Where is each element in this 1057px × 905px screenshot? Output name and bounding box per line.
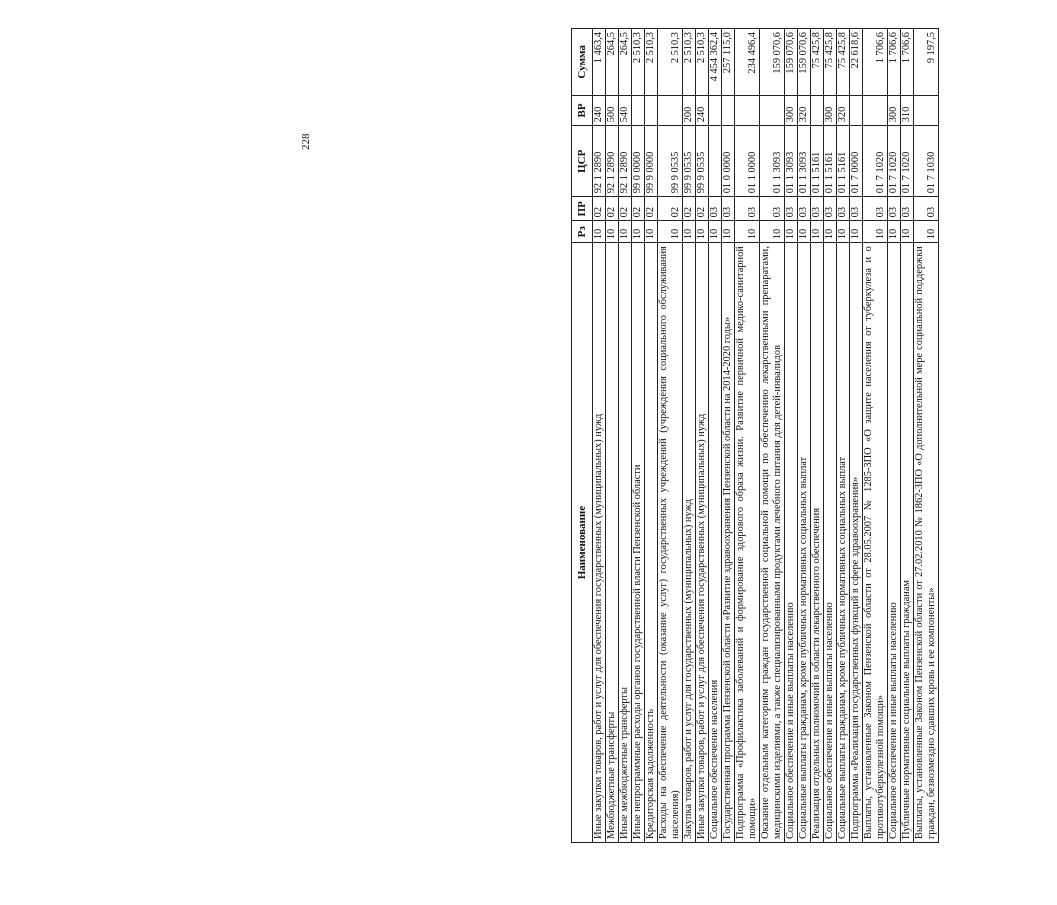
row-csr-cell: 99 9 0535 bbox=[658, 126, 683, 197]
row-vr-cell bbox=[760, 95, 785, 126]
table-row bbox=[735, 29, 760, 843]
row-rz-cell: 10 bbox=[658, 221, 683, 243]
row-sum-cell: 75 425,8 bbox=[811, 29, 824, 96]
table-row bbox=[837, 29, 850, 843]
row-name-cell: Социальные выплаты гражданам, кроме публичных нормативных социальных выплат bbox=[837, 243, 850, 843]
row-csr-cell: 01 7 1020 bbox=[888, 126, 901, 197]
row-csr-cell bbox=[709, 126, 722, 197]
row-csr-cell: 01 7 1020 bbox=[901, 126, 914, 197]
row-name-cell: Подпрограмма «Профилактика заболеваний и формирование здорового образа жизни. Развитие первичной медико-санитарной помощи» bbox=[735, 243, 760, 843]
row-rz-cell: 10 bbox=[683, 221, 696, 243]
row-pr-cell: 03 bbox=[785, 197, 798, 221]
rotated-page-content bbox=[571, 28, 1057, 843]
table-header-row bbox=[572, 29, 593, 843]
header-rz: Рз bbox=[572, 221, 593, 243]
table-row bbox=[888, 29, 901, 843]
table-row bbox=[619, 29, 632, 843]
row-csr-cell: 01 7 0000 bbox=[850, 126, 863, 197]
row-rz-cell: 10 bbox=[850, 221, 863, 243]
table-row bbox=[606, 29, 619, 843]
row-rz-cell: 10 bbox=[785, 221, 798, 243]
row-csr-cell: 92 1 2890 bbox=[619, 126, 632, 197]
row-vr-cell: 320 bbox=[798, 95, 811, 126]
row-vr-cell: 300 bbox=[824, 95, 837, 126]
row-pr-cell: 03 bbox=[798, 197, 811, 221]
row-vr-cell: 300 bbox=[785, 95, 798, 126]
row-sum-cell: 2 510,3 bbox=[696, 29, 709, 96]
row-vr-cell: 310 bbox=[901, 95, 914, 126]
row-name-cell: Социальное обеспечение и иные выплаты населению bbox=[888, 243, 901, 843]
row-rz-cell: 10 bbox=[619, 221, 632, 243]
row-rz-cell: 10 bbox=[837, 221, 850, 243]
row-name-cell: Социальное обеспечение населения bbox=[709, 243, 722, 843]
row-rz-cell: 10 bbox=[645, 221, 658, 243]
row-csr-cell: 99 9 0535 bbox=[696, 126, 709, 197]
row-rz-cell: 10 bbox=[735, 221, 760, 243]
row-name-cell: Социальное обеспечение и иные выплаты населению bbox=[785, 243, 798, 843]
row-vr-cell bbox=[645, 95, 658, 126]
table-row bbox=[683, 29, 696, 843]
row-sum-cell: 264,5 bbox=[619, 29, 632, 96]
row-pr-cell: 02 bbox=[658, 197, 683, 221]
row-name-cell: Выплаты, установленные Законом Пензенской области от 28.05.2007 № 1285-ЗПО «О защите населения от туберкулеза и о противотуберкулезной помощи» bbox=[863, 243, 888, 843]
header-sum: Сумма bbox=[572, 29, 593, 96]
row-vr-cell: 540 bbox=[619, 95, 632, 126]
row-rz-cell: 10 bbox=[914, 221, 939, 243]
row-name-cell: Кредиторская задолженность bbox=[645, 243, 658, 843]
row-csr-cell: 92 1 2890 bbox=[606, 126, 619, 197]
row-vr-cell: 200 bbox=[683, 95, 696, 126]
row-sum-cell: 22 618,6 bbox=[850, 29, 863, 96]
header-vr: ВР bbox=[572, 95, 593, 126]
row-vr-cell bbox=[863, 95, 888, 126]
page-number: 228 bbox=[300, 133, 312, 150]
row-sum-cell: 9 197,5 bbox=[914, 29, 939, 96]
row-vr-cell: 300 bbox=[888, 95, 901, 126]
row-sum-cell: 1 706,6 bbox=[901, 29, 914, 96]
row-rz-cell: 10 bbox=[632, 221, 645, 243]
row-vr-cell: 320 bbox=[837, 95, 850, 126]
table-row bbox=[658, 29, 683, 843]
row-sum-cell: 1 706,6 bbox=[863, 29, 888, 96]
table-body bbox=[593, 29, 939, 843]
row-pr-cell: 02 bbox=[606, 197, 619, 221]
row-vr-cell bbox=[658, 95, 683, 126]
row-name-cell: Социальное обеспечение и иные выплаты населению bbox=[824, 243, 837, 843]
row-pr-cell: 02 bbox=[593, 197, 606, 221]
row-pr-cell: 03 bbox=[837, 197, 850, 221]
table-row bbox=[785, 29, 798, 843]
row-rz-cell: 10 bbox=[824, 221, 837, 243]
row-csr-cell: 01 1 3093 bbox=[760, 126, 785, 197]
row-pr-cell: 03 bbox=[863, 197, 888, 221]
row-sum-cell: 1 706,6 bbox=[888, 29, 901, 96]
row-name-cell: Закупка товаров, работ и услуг для государственных (муниципальных) нужд bbox=[683, 243, 696, 843]
row-sum-cell: 234 496,4 bbox=[735, 29, 760, 96]
row-sum-cell: 159 070,6 bbox=[760, 29, 785, 96]
row-rz-cell: 10 bbox=[901, 221, 914, 243]
row-vr-cell: 240 bbox=[696, 95, 709, 126]
row-sum-cell: 75 425,8 bbox=[837, 29, 850, 96]
row-name-cell: Иные закупки товаров, работ и услуг для обеспечения государственных (муниципальных) нужд bbox=[696, 243, 709, 843]
row-sum-cell: 1 463,4 bbox=[593, 29, 606, 96]
header-csr: ЦСР bbox=[572, 126, 593, 197]
table-row bbox=[593, 29, 606, 843]
table-row bbox=[914, 29, 939, 843]
row-rz-cell: 10 bbox=[696, 221, 709, 243]
budget-table bbox=[571, 28, 939, 843]
row-vr-cell bbox=[811, 95, 824, 126]
row-pr-cell: 03 bbox=[901, 197, 914, 221]
table-row bbox=[863, 29, 888, 843]
row-csr-cell: 92 1 2890 bbox=[593, 126, 606, 197]
row-rz-cell: 10 bbox=[722, 221, 735, 243]
row-sum-cell: 2 510,3 bbox=[658, 29, 683, 96]
row-pr-cell: 02 bbox=[645, 197, 658, 221]
row-sum-cell: 257 115,0 bbox=[722, 29, 735, 96]
row-pr-cell: 03 bbox=[888, 197, 901, 221]
table-row bbox=[811, 29, 824, 843]
row-rz-cell: 10 bbox=[760, 221, 785, 243]
row-sum-cell: 4 454 362,4 bbox=[709, 29, 722, 96]
table-row bbox=[696, 29, 709, 843]
row-pr-cell: 03 bbox=[914, 197, 939, 221]
row-name-cell: Иные закупки товаров, работ и услуг для обеспечения государственных (муниципальных) нужд bbox=[593, 243, 606, 843]
row-vr-cell: 500 bbox=[606, 95, 619, 126]
header-pr: ПР bbox=[572, 197, 593, 221]
table-row bbox=[709, 29, 722, 843]
row-csr-cell: 01 1 0000 bbox=[735, 126, 760, 197]
row-name-cell: Социальные выплаты гражданам, кроме публичных нормативных социальных выплат bbox=[798, 243, 811, 843]
row-pr-cell: 03 bbox=[709, 197, 722, 221]
row-pr-cell: 02 bbox=[696, 197, 709, 221]
row-name-cell: Публичные нормативные социальные выплаты гражданам bbox=[901, 243, 914, 843]
row-vr-cell bbox=[850, 95, 863, 126]
row-vr-cell bbox=[914, 95, 939, 126]
header-name: Наименование bbox=[572, 243, 593, 843]
row-sum-cell: 159 070,6 bbox=[785, 29, 798, 96]
row-pr-cell: 02 bbox=[683, 197, 696, 221]
row-rz-cell: 10 bbox=[798, 221, 811, 243]
table-row bbox=[850, 29, 863, 843]
row-rz-cell: 10 bbox=[888, 221, 901, 243]
row-rz-cell: 10 bbox=[863, 221, 888, 243]
row-vr-cell bbox=[709, 95, 722, 126]
row-name-cell: Оказание отдельным категориям граждан государственной социальной помощи по обеспечению лекарственными препаратами, медицинскими изделиями, а также специализированными продуктами лечебного питания для детей-инвалидов bbox=[760, 243, 785, 843]
row-name-cell: Государственная программа Пензенской области «Развитие здравоохранения Пензенской области на 2014-2020 годы» bbox=[722, 243, 735, 843]
row-vr-cell bbox=[735, 95, 760, 126]
table-row bbox=[645, 29, 658, 843]
row-name-cell: Иные межбюджетные трансферты bbox=[619, 243, 632, 843]
row-csr-cell: 01 1 5161 bbox=[811, 126, 824, 197]
table-row bbox=[632, 29, 645, 843]
row-name-cell: Расходы на обеспечение деятельности (оказание услуг) государственных учреждений (учреждения социального обслуживания населения) bbox=[658, 243, 683, 843]
row-name-cell: Подпрограмма «Реализация государственных функций в сфере здравоохранения» bbox=[850, 243, 863, 843]
row-name-cell: Выплаты, установленные Законом Пензенской области от 27.02.2010 № 1862-ЗПО «О дополнительной мере социальной поддержки граждан, безвозмездно сдавших кровь и ее компоненты» bbox=[914, 243, 939, 843]
row-name-cell: Иные непрограммные расходы органов государственной власти Пензенской области bbox=[632, 243, 645, 843]
row-csr-cell: 01 1 5161 bbox=[837, 126, 850, 197]
row-csr-cell: 99 0 0000 bbox=[632, 126, 645, 197]
row-vr-cell: 240 bbox=[593, 95, 606, 126]
row-pr-cell: 03 bbox=[811, 197, 824, 221]
row-sum-cell: 159 070,6 bbox=[798, 29, 811, 96]
row-csr-cell: 01 1 3093 bbox=[798, 126, 811, 197]
row-rz-cell: 10 bbox=[606, 221, 619, 243]
row-csr-cell: 01 7 1030 bbox=[914, 126, 939, 197]
row-pr-cell: 03 bbox=[850, 197, 863, 221]
table-row bbox=[760, 29, 785, 843]
row-pr-cell: 02 bbox=[619, 197, 632, 221]
row-sum-cell: 264,5 bbox=[606, 29, 619, 96]
table-row bbox=[901, 29, 914, 843]
row-pr-cell: 03 bbox=[722, 197, 735, 221]
row-name-cell: Реализация отдельных полномочий в области лекарственного обеспечения bbox=[811, 243, 824, 843]
row-pr-cell: 03 bbox=[760, 197, 785, 221]
table-row bbox=[798, 29, 811, 843]
row-vr-cell bbox=[632, 95, 645, 126]
row-sum-cell: 2 510,3 bbox=[632, 29, 645, 96]
row-rz-cell: 10 bbox=[709, 221, 722, 243]
row-pr-cell: 02 bbox=[632, 197, 645, 221]
table-row bbox=[722, 29, 735, 843]
row-csr-cell: 99 9 0000 bbox=[645, 126, 658, 197]
table-row bbox=[824, 29, 837, 843]
row-rz-cell: 10 bbox=[811, 221, 824, 243]
row-sum-cell: 2 510,3 bbox=[645, 29, 658, 96]
row-csr-cell: 01 0 0000 bbox=[722, 126, 735, 197]
row-pr-cell: 03 bbox=[824, 197, 837, 221]
row-csr-cell: 01 1 3093 bbox=[785, 126, 798, 197]
row-rz-cell: 10 bbox=[593, 221, 606, 243]
row-csr-cell: 99 9 0535 bbox=[683, 126, 696, 197]
row-name-cell: Межбюджетные трансферты bbox=[606, 243, 619, 843]
row-csr-cell: 01 1 5161 bbox=[824, 126, 837, 197]
row-sum-cell: 2 510,3 bbox=[683, 29, 696, 96]
row-vr-cell bbox=[722, 95, 735, 126]
row-sum-cell: 75 425,8 bbox=[824, 29, 837, 96]
row-csr-cell: 01 7 1020 bbox=[863, 126, 888, 197]
row-pr-cell: 03 bbox=[735, 197, 760, 221]
